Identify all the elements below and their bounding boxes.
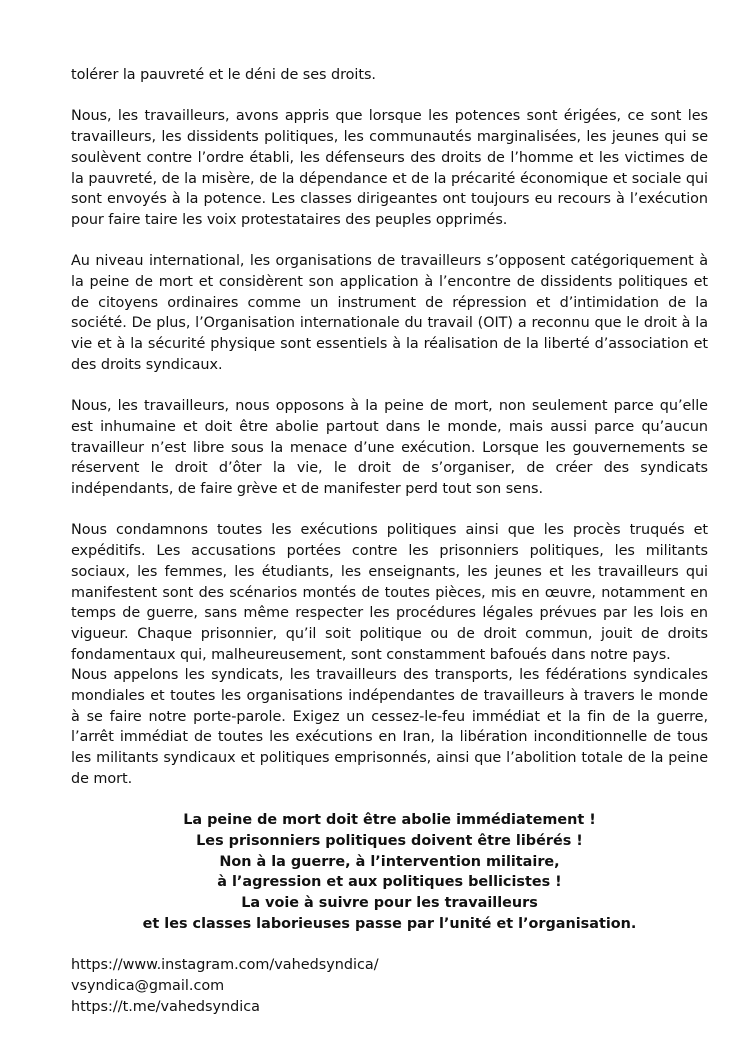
slogans-block bbox=[71, 810, 708, 934]
slogan-no-aggression: à l’agression et aux politiques bellicistes ! bbox=[217, 874, 562, 891]
slogan-unity-organisation: et les classes laborieuses passe par l’unité et l’organisation. bbox=[142, 915, 637, 932]
paragraph-condemnation: Nous condamnons toutes les exécutions politiques ainsi que les procès truqués et expéditifs. Les accusations portées contre les prisonniers politiques, les militants sociaux, les femmes, les étudiants, les enseignants, les jeunes et les travailleurs qui manifestent sont des scénarios montés de toutes pièces, mis en œuvre, notamment en temps de guerre, sans même respecter les procédures légales prévues par les lois en vigueur. Chaque prisonnier, qu’il soit politique ou de droit commun, jouit de droits fondamentaux qui, malheureusement, sont constamment bafoués dans notre pays. bbox=[71, 522, 708, 663]
slogan-free-political-prisoners: Les prisonniers politiques doivent être libérés ! bbox=[196, 832, 583, 849]
paragraph-appeal: Nous appelons les syndicats, les travailleurs des transports, les fédérations syndicales mondiales et toutes les organisations indépendantes de travailleurs à travers le monde à se faire notre porte-parole. Exigez un cessez-le-feu immédiat et la fin de la guerre, l’arrêt immédiat de toutes les exécutions en Iran, la libération inconditionnelle de tous les militants syndicaux et politiques emprisonnés, ainsi que l’abolition totale de la peine de mort. bbox=[71, 667, 708, 787]
email-address[interactable]: vsyndica@gmail.com bbox=[71, 977, 225, 994]
slogan-no-war: Non à la guerre, à l’intervention militaire, bbox=[219, 853, 560, 870]
paragraph-gallows: Nous, les travailleurs, avons appris que lorsque les potences sont érigées, ce sont les travailleurs, les dissidents politiques, les communautés marginalisées, les jeunes qui se soulèvent contre l’ordre établi, les défenseurs des droits de l’homme et les victimes de la pauvreté, de la misère, de la dépendance et de la précarité économique et sociale qui sont envoyés à la potence. Les classes dirigeantes ont toujours eu recours à l’exécution pour faire taire les voix protestataires des peuples opprimés. bbox=[71, 108, 708, 228]
paragraph-opposition: Nous, les travailleurs, nous opposons à la peine de mort, non seulement parce qu’elle est inhumaine et doit être abolie partout dans le monde, mais aussi parce qu’aucun travailleur n’est libre sous la menace d’une exécution. Lorsque les gouvernements se réservent le droit d’ôter la vie, le droit de s’organiser, de créer des syndicats indépendants, de faire grève et de manifester perd tout son sens. bbox=[71, 398, 708, 498]
paragraph-intro-fragment: tolérer la pauvreté et le déni de ses droits. bbox=[71, 67, 376, 83]
contact-links bbox=[71, 955, 708, 1017]
paragraph-international: Au niveau international, les organisations de travailleurs s’opposent catégoriquement à la peine de mort et considèrent son application à l’encontre de dissidents politiques et de citoyens ordinaires comme un instrument de répression et d’intimidation de la société. De plus, l’Organisation internationale du travail (OIT) a reconnu que le droit à la vie et à la sécurité physique sont essentiels à la réalisation de la liberté d’association et des droits syndicaux. bbox=[71, 253, 708, 373]
telegram-link[interactable]: https://t.me/vahedsyndica bbox=[71, 998, 260, 1015]
slogan-abolish-death-penalty: La peine de mort doit être abolie immédiatement ! bbox=[183, 812, 596, 829]
instagram-link[interactable]: https://www.instagram.com/vahedsyndica/ bbox=[71, 957, 379, 974]
document-page bbox=[71, 65, 708, 1017]
slogan-way-forward: La voie à suivre pour les travailleurs bbox=[241, 895, 538, 912]
